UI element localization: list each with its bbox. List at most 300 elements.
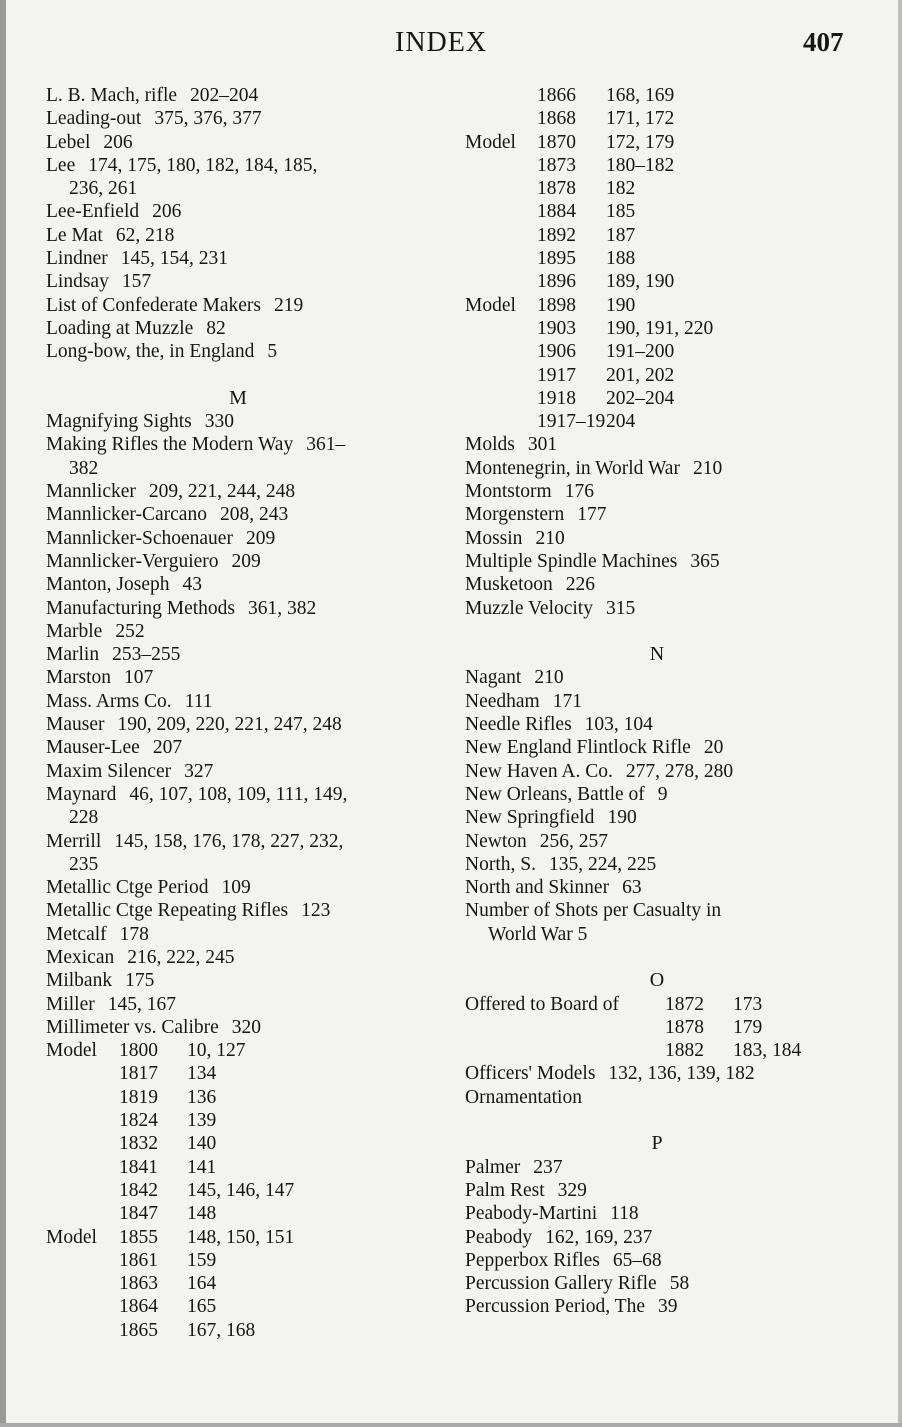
entry-pages: 43 [182, 574, 202, 596]
subentry-year: 1892 [537, 224, 576, 246]
subentry-pages: 187 [606, 224, 636, 246]
entry-pages: 39 [658, 1296, 678, 1318]
spacer [465, 1109, 865, 1132]
entry-pages: 107 [124, 667, 154, 689]
subentry-pages: 139 [187, 1110, 217, 1132]
entry-continuation: 228 [69, 807, 99, 829]
index-entry [465, 783, 865, 806]
entry-term: Percussion Gallery Rifle [465, 1273, 657, 1295]
subentry-year: 1824 [119, 1110, 158, 1132]
index-entry [46, 84, 446, 107]
model-subentry [465, 84, 865, 107]
index-entry [465, 503, 865, 526]
entry-term: Mannlicker-Carcano [46, 504, 207, 526]
entry-term: Mannlicker-Verguiero [46, 550, 219, 572]
running-head: INDEX [395, 27, 488, 58]
model-subentry [465, 317, 865, 340]
model-subentry [465, 270, 865, 293]
subentry-year: 1842 [119, 1179, 158, 1201]
entry-pages: 5 [267, 341, 278, 363]
subentry-year: 1917–19 [537, 411, 606, 433]
subentry-pages: 188 [606, 248, 636, 270]
entry-pages: 206 [152, 201, 182, 223]
index-entry [465, 1062, 865, 1085]
index-entry [465, 597, 865, 620]
model-subentry [46, 1179, 446, 1202]
entry-term: Magnifying Sights [46, 411, 192, 433]
index-entry [465, 527, 865, 550]
entry-pages: 157 [121, 271, 152, 293]
entry-term: Peabody [465, 1226, 533, 1248]
subentry-prefix: Model [465, 131, 516, 153]
entry-term: Marlin [46, 644, 100, 666]
entry-pages: 207 [152, 737, 183, 759]
subentry-year: 1841 [119, 1156, 158, 1178]
subentry-prefix: Model [465, 294, 516, 316]
entry-pages: 330 [204, 411, 234, 433]
subentry-pages: 171, 172 [606, 108, 675, 130]
index-entry [465, 876, 865, 899]
index-entry [465, 480, 865, 503]
section-letter: P [651, 1132, 663, 1155]
entry-term: Mauser-Lee [46, 737, 140, 759]
model-subentry [465, 294, 865, 317]
index-entry [465, 1272, 865, 1295]
model-subentry [465, 364, 865, 387]
entry-pages: 209 [231, 550, 261, 572]
subentry-year: 1819 [119, 1086, 158, 1108]
entry-pages: 320 [231, 1016, 262, 1038]
entry-pages: 46, 107, 108, 109, 111, 149, [129, 783, 348, 805]
index-entry [465, 457, 865, 480]
index-entry [46, 969, 446, 992]
entry-continuation: 235 [69, 853, 99, 875]
index-entry [46, 899, 446, 922]
entry-term: North, S. [465, 853, 536, 875]
subentry-pages: 182 [606, 178, 636, 200]
entry-pages: 216, 222, 245 [127, 946, 235, 968]
spacer [465, 946, 865, 969]
model-subentry [465, 200, 865, 223]
model-subentry [46, 1272, 446, 1295]
index-entry [465, 433, 865, 456]
entry-pages: 210 [534, 667, 564, 689]
subentry-year: 1918 [537, 387, 576, 409]
subentry-pages: 191–200 [606, 341, 675, 363]
page-number: 407 [803, 27, 844, 57]
index-entry [46, 760, 446, 783]
subentry-pages: 202–204 [606, 387, 675, 409]
entry-term: Marble [46, 620, 103, 642]
index-entry [46, 340, 446, 363]
entry-pages: 145, 167 [107, 993, 176, 1015]
entry-term: Lee [46, 154, 76, 176]
model-subentry [46, 1202, 446, 1225]
entry-term: Newton [465, 830, 527, 852]
subentry-pages: 180–182 [606, 154, 675, 176]
index-entry [46, 410, 446, 433]
subentry-year: 1832 [119, 1133, 158, 1155]
model-subentry [465, 340, 865, 363]
index-entry [465, 550, 865, 573]
entry-pages: 103, 104 [584, 714, 653, 736]
model-subentry [465, 993, 865, 1016]
entry-term: Muzzle Velocity [465, 597, 593, 619]
subentry-prefix: Offered to Board of [465, 993, 619, 1015]
index-entry [465, 713, 865, 736]
index-entry [46, 154, 446, 177]
section-letter: M [229, 386, 247, 409]
entry-pages: 301 [527, 434, 558, 456]
index-entry [46, 597, 446, 620]
entry-term: Miller [46, 993, 95, 1015]
entry-term: Montstorm [465, 481, 552, 503]
entry-term: Palm Rest [465, 1179, 545, 1201]
entry-pages: 58 [669, 1273, 690, 1295]
index-entry [46, 946, 446, 969]
index-entry [46, 690, 446, 713]
subentry-year: 1855 [119, 1226, 158, 1248]
index-column-left [46, 84, 446, 1342]
entry-term: New Springfield [465, 807, 595, 829]
entry-pages: 20 [703, 737, 724, 759]
index-entry [46, 433, 446, 456]
model-subentry [465, 247, 865, 270]
subentry-pages: 190 [606, 294, 636, 316]
index-entry [465, 830, 865, 853]
subentry-year: 1878 [537, 178, 576, 200]
subentry-year: 1884 [537, 201, 576, 223]
entry-term: Lebel [46, 131, 91, 153]
index-entry [46, 876, 446, 899]
entry-pages: 123 [301, 900, 331, 922]
entry-pages: 62, 218 [115, 224, 175, 246]
page-edge-left [0, 0, 6, 1427]
entry-pages: 162, 169, 237 [545, 1226, 653, 1248]
subentry-pages: 167, 168 [187, 1319, 256, 1341]
entry-pages: 190 [607, 807, 637, 829]
model-subentry [46, 1039, 446, 1062]
subentry-pages: 165 [187, 1296, 217, 1318]
index-entry [46, 224, 446, 247]
entry-term: Manufacturing Methods [46, 597, 236, 619]
subentry-pages: 148 [187, 1203, 217, 1225]
index-entry [46, 643, 446, 666]
model-subentry [465, 1016, 865, 1039]
entry-term: New Haven A. Co. [465, 760, 613, 782]
entry-term: Mannlicker-Schoenauer [46, 527, 233, 549]
subentry-pages: 204 [606, 411, 636, 433]
index-entry [465, 1179, 865, 1202]
index-entry [465, 573, 865, 596]
subentry-pages: 10, 127 [187, 1040, 246, 1062]
entry-pages: 145, 154, 231 [120, 248, 228, 270]
subentry-year: 1873 [537, 154, 576, 176]
index-entry [465, 1156, 865, 1179]
subentry-year: 1878 [665, 1016, 704, 1038]
entry-term: Maxim Silencer [46, 760, 172, 782]
entry-term: Palmer [465, 1156, 521, 1178]
subentry-year: 1865 [119, 1319, 158, 1341]
index-entry [46, 247, 446, 270]
entry-pages: 361, 382 [248, 597, 317, 619]
entry-pages: 109 [221, 877, 251, 899]
entry-pages: 178 [119, 923, 149, 945]
entry-pages: 361– [306, 434, 346, 456]
entry-term: Millimeter vs. Calibre [46, 1016, 219, 1038]
entry-term: Merrill [46, 830, 102, 852]
entry-term: Multiple Spindle Machines [465, 550, 678, 572]
index-entry [46, 573, 446, 596]
entry-term: Metallic Ctge Repeating Rifles [46, 900, 289, 922]
entry-term: Maynard [46, 783, 117, 805]
model-subentry [465, 177, 865, 200]
entry-term: New Orleans, Battle of [465, 783, 645, 805]
subentry-pages: 136 [187, 1086, 217, 1108]
entry-term: Lindsay [46, 271, 109, 293]
spacer [465, 620, 865, 643]
subentry-year: 1800 [119, 1040, 158, 1062]
entry-pages: 277, 278, 280 [625, 760, 734, 782]
subentry-year: 1906 [537, 341, 576, 363]
entry-term: Lindner [46, 248, 108, 270]
entry-pages: 171 [552, 690, 582, 712]
subentry-pages: 173 [733, 993, 763, 1015]
subentry-pages: 179 [733, 1016, 763, 1038]
entry-pages: 177 [577, 504, 607, 526]
index-entry [46, 270, 446, 293]
entry-pages: 208, 243 [219, 504, 289, 526]
subentry-year: 1863 [119, 1273, 158, 1295]
entry-pages: 252 [115, 620, 145, 642]
subentry-pages: 190, 191, 220 [606, 317, 714, 339]
subentry-year: 1896 [537, 271, 576, 293]
entry-pages: 237 [533, 1156, 563, 1178]
subentry-pages: 140 [187, 1133, 217, 1155]
index-entry [465, 899, 865, 922]
entry-term: L. B. Mach, rifle [46, 85, 178, 106]
entry-pages: 327 [184, 760, 214, 782]
model-subentry [46, 1295, 446, 1318]
index-entry [46, 317, 446, 340]
index-entry [46, 550, 446, 573]
model-subentry [465, 131, 865, 154]
index-entry [46, 503, 446, 526]
entry-pages: 65–68 [612, 1249, 662, 1271]
section-letter: N [649, 643, 665, 666]
entry-term: North and Skinner [465, 877, 610, 899]
entry-pages: 253–255 [112, 644, 181, 666]
subentry-pages: 168, 169 [606, 85, 675, 106]
entry-term: Leading-out [46, 108, 142, 130]
entry-term: Nagant [465, 667, 522, 689]
index-entry [465, 666, 865, 689]
index-entry [46, 923, 446, 946]
index-entry [46, 830, 446, 853]
entry-term: Mass. Arms Co. [46, 690, 172, 712]
entry-term: Needle Rifles [465, 714, 572, 736]
index-column-right [465, 84, 865, 1319]
entry-term: Mauser [46, 714, 105, 736]
entry-pages: 63 [622, 877, 642, 899]
model-subentry [46, 1132, 446, 1155]
entry-term: New England Flintlock Rifle [465, 737, 691, 759]
entry-term: Metallic Ctge Period [46, 877, 209, 899]
entry-continuation: 236, 261 [69, 178, 138, 200]
model-subentry [465, 224, 865, 247]
index-entry [46, 620, 446, 643]
index-entry [46, 107, 446, 130]
model-subentry [46, 1249, 446, 1272]
model-subentry [46, 1226, 446, 1249]
subentry-pages: 201, 202 [606, 364, 675, 386]
entry-term: Montenegrin, in World War [465, 457, 680, 479]
page-edge-bottom [0, 1423, 902, 1427]
index-entry [465, 806, 865, 829]
model-subentry [465, 107, 865, 130]
subentry-year: 1903 [537, 317, 576, 339]
subentry-pages: 183, 184 [733, 1040, 802, 1062]
subentry-year: 1882 [665, 1040, 704, 1062]
index-entry [46, 200, 446, 223]
model-subentry [46, 1062, 446, 1085]
entry-term: Musketoon [465, 574, 553, 596]
subentry-pages: 189, 190 [606, 271, 675, 293]
subentry-pages: 159 [187, 1249, 217, 1271]
entry-pages: 132, 136, 139, 182 [608, 1063, 755, 1085]
entry-term: Ornamentation [465, 1086, 582, 1108]
subentry-year: 1872 [665, 993, 704, 1015]
index-entry [465, 1202, 865, 1225]
entry-term: Marston [46, 667, 111, 689]
subentry-prefix: Model [46, 1226, 97, 1248]
entry-pages: 210 [535, 527, 565, 549]
entry-pages: 135, 224, 225 [548, 853, 657, 875]
entry-term: Morgenstern [465, 504, 565, 526]
entry-term: Manton, Joseph [46, 574, 170, 596]
subentry-year: 1864 [119, 1296, 158, 1318]
entry-pages: 226 [565, 574, 595, 596]
subentry-year: 1917 [537, 364, 576, 386]
entry-pages: 9 [657, 783, 668, 805]
entry-term: Milbank [46, 970, 113, 992]
entry-pages: 365 [690, 550, 720, 572]
index-entry [46, 736, 446, 759]
entry-pages: 145, 158, 176, 178, 227, 232, [114, 830, 344, 852]
entry-term: Number of Shots per Casualty in [465, 900, 722, 922]
subentry-pages: 172, 179 [606, 131, 675, 153]
entry-pages: 202–204 [190, 85, 259, 106]
index-entry [465, 1226, 865, 1249]
subentry-pages: 134 [187, 1063, 217, 1085]
model-subentry [465, 410, 865, 433]
entry-pages: 219 [273, 294, 304, 316]
entry-pages: 118 [610, 1203, 639, 1225]
entry-pages: 111 [184, 690, 213, 712]
entry-pages: 315 [605, 597, 636, 619]
entry-term: Making Rifles the Modern Way [46, 434, 294, 456]
index-entry [46, 783, 446, 806]
index-entry [46, 993, 446, 1016]
index-entry [465, 736, 865, 759]
subentry-year: 1898 [537, 294, 576, 316]
index-entry [46, 666, 446, 689]
entry-pages: 175 [125, 970, 155, 992]
index-entry [465, 1295, 865, 1318]
entry-term: Percussion Period, The [465, 1296, 645, 1318]
entry-term: List of Confederate Makers [46, 294, 261, 316]
model-subentry [465, 387, 865, 410]
subentry-prefix: Model [46, 1040, 97, 1062]
subentry-pages: 164 [187, 1273, 217, 1295]
entry-pages: 209 [245, 527, 276, 549]
subentry-pages: 141 [187, 1156, 217, 1178]
index-entry [465, 690, 865, 713]
entry-term: Officers' Models [465, 1063, 596, 1085]
entry-pages: 209, 221, 244, 248 [148, 481, 296, 503]
subentry-pages: 185 [606, 201, 636, 223]
entry-pages: 206 [103, 131, 133, 153]
index-entry [46, 713, 446, 736]
page-edge-right [898, 0, 902, 1427]
entry-term: Peabody-Martini [465, 1203, 598, 1225]
entry-term: Mossin [465, 527, 523, 549]
index-entry [46, 527, 446, 550]
model-subentry [465, 1039, 865, 1062]
entry-continuation: World War 5 [488, 923, 588, 945]
subentry-pages: 145, 146, 147 [187, 1179, 295, 1201]
entry-term: Le Mat [46, 224, 103, 246]
entry-pages: 210 [692, 457, 723, 479]
entry-term: Metcalf [46, 923, 107, 945]
subentry-year: 1817 [119, 1063, 158, 1085]
section-letter: O [649, 969, 665, 992]
index-entry [465, 1249, 865, 1272]
model-subentry [46, 1109, 446, 1132]
model-subentry [46, 1319, 446, 1342]
entry-term: Needham [465, 690, 540, 712]
subentry-year: 1866 [537, 85, 576, 106]
subentry-year: 1868 [537, 108, 576, 130]
entry-pages: 375, 376, 377 [154, 108, 262, 130]
entry-pages: 256, 257 [539, 830, 608, 852]
index-entry [46, 480, 446, 503]
model-subentry [46, 1156, 446, 1179]
entry-continuation: 382 [69, 457, 99, 479]
index-entry [46, 131, 446, 154]
subentry-year: 1870 [537, 131, 576, 153]
entry-pages: 82 [206, 317, 226, 339]
entry-term: Long-bow, the, in England [46, 341, 255, 363]
entry-pages: 190, 209, 220, 221, 247, 248 [117, 714, 342, 736]
model-subentry [465, 154, 865, 177]
index-entry [465, 1086, 865, 1109]
entry-term: Mexican [46, 946, 115, 968]
entry-pages: 329 [557, 1179, 587, 1201]
model-subentry [46, 1086, 446, 1109]
subentry-year: 1861 [119, 1249, 158, 1271]
entry-term: Mannlicker [46, 481, 136, 503]
entry-pages: 174, 175, 180, 182, 184, 185, [88, 154, 318, 176]
subentry-year: 1847 [119, 1203, 158, 1225]
spacer [46, 364, 446, 387]
index-entry [46, 294, 446, 317]
index-entry [465, 760, 865, 783]
index-entry [465, 853, 865, 876]
subentry-year: 1895 [537, 248, 576, 270]
entry-pages: 176 [564, 481, 594, 503]
entry-term: Pepperbox Rifles [465, 1249, 600, 1271]
